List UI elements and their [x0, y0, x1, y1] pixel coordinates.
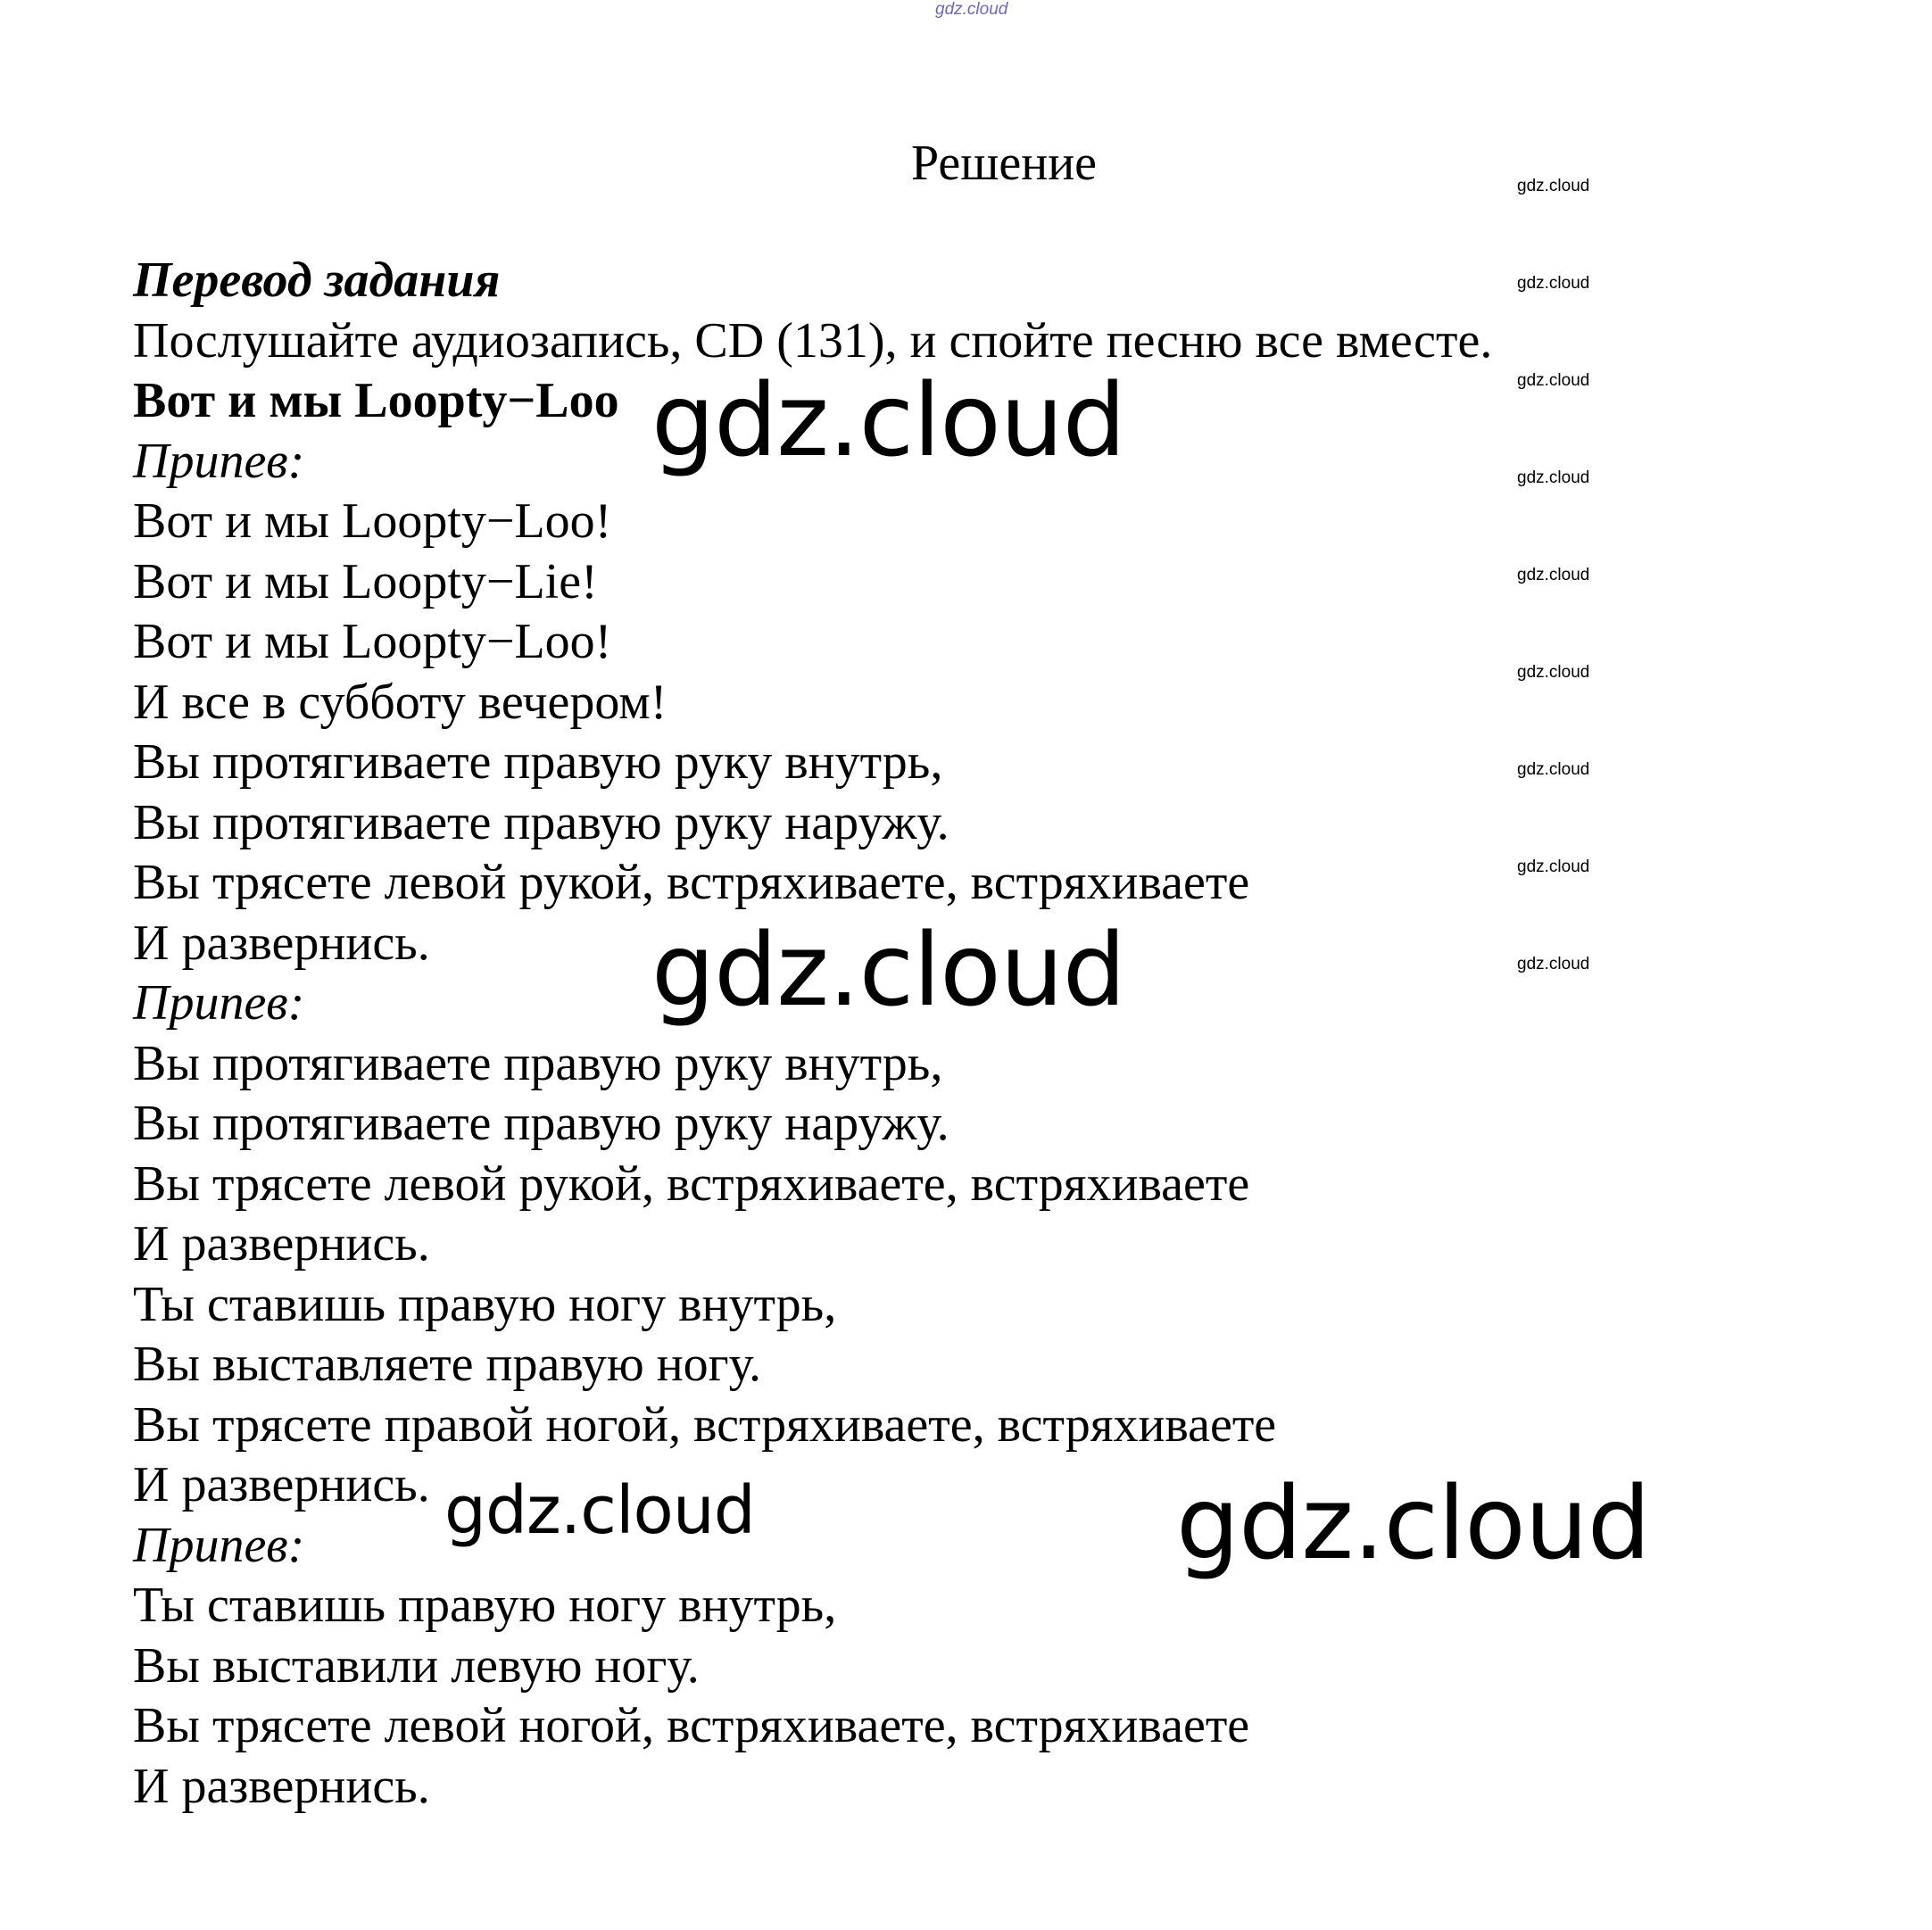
- small-watermark: gdz.cloud: [1517, 760, 1590, 779]
- small-watermark: gdz.cloud: [1517, 371, 1590, 390]
- page-title: Решение: [910, 136, 1098, 191]
- text-line: И развернись.: [133, 1457, 430, 1512]
- text-line: Вы выставили левую ногу.: [133, 1637, 700, 1694]
- text-line: Ты ставишь правую ногу внутрь,: [133, 1578, 837, 1633]
- text-line: Вот и мы Loopty−Loo!: [133, 614, 612, 669]
- chorus-label: Припев:: [133, 1517, 305, 1573]
- text-line: Вы трясете правой ногой, встряхиваете, встряхиваете: [133, 1396, 1277, 1453]
- text-line: Вы протягиваете правую руку внутрь,: [133, 1035, 943, 1091]
- top-watermark: gdz.cloud: [935, 0, 1008, 19]
- small-watermark: gdz.cloud: [1517, 177, 1590, 195]
- chorus-label: Припев:: [133, 433, 305, 489]
- text-line: Вы протягиваете правую руку наружу.: [133, 794, 949, 850]
- text-line: Послушайте аудиозапись, CD (131), и спойте песню все вместе.: [133, 312, 1493, 369]
- text-line: Ты ставишь правую ногу внутрь,: [133, 1276, 837, 1332]
- text-line: И развернись.: [133, 1758, 430, 1814]
- large-watermark: gdz.cloud: [444, 1472, 755, 1549]
- text-line: Вы трясете левой рукой, встряхиваете, встряхиваете: [133, 1156, 1250, 1212]
- task-translation-heading: Перевод задания: [133, 253, 501, 308]
- small-watermark: gdz.cloud: [1517, 857, 1590, 876]
- text-line: И все в субботу вечером!: [133, 674, 667, 730]
- large-watermark: gdz.cloud: [651, 363, 1125, 479]
- song-title: Вот и мы Loopty−Loo: [133, 373, 619, 428]
- small-watermark: gdz.cloud: [1517, 566, 1590, 584]
- text-line: Вы протягиваете правую руку внутрь,: [133, 734, 943, 790]
- text-line: Вот и мы Loopty−Lie!: [133, 553, 598, 609]
- small-watermark: gdz.cloud: [1517, 274, 1590, 293]
- large-watermark: gdz.cloud: [651, 913, 1125, 1029]
- text-line: Вы трясете левой ногой, встряхиваете, встряхиваете: [133, 1698, 1250, 1753]
- large-watermark: gdz.cloud: [1176, 1466, 1650, 1582]
- text-line: Вы протягиваете правую руку наружу.: [133, 1096, 949, 1151]
- chorus-label: Припев:: [133, 975, 305, 1031]
- small-watermark: gdz.cloud: [1517, 468, 1590, 487]
- text-line: Вот и мы Loopty−Loo!: [133, 493, 612, 549]
- text-line: Вы выставляете правую ногу.: [133, 1337, 762, 1392]
- text-line: И развернись.: [133, 1216, 430, 1271]
- small-watermark: gdz.cloud: [1517, 955, 1590, 973]
- small-watermark: gdz.cloud: [1517, 663, 1590, 682]
- text-line: И развернись.: [133, 915, 430, 971]
- text-line: Вы трясете левой рукой, встряхиваете, встряхиваете: [133, 855, 1250, 910]
